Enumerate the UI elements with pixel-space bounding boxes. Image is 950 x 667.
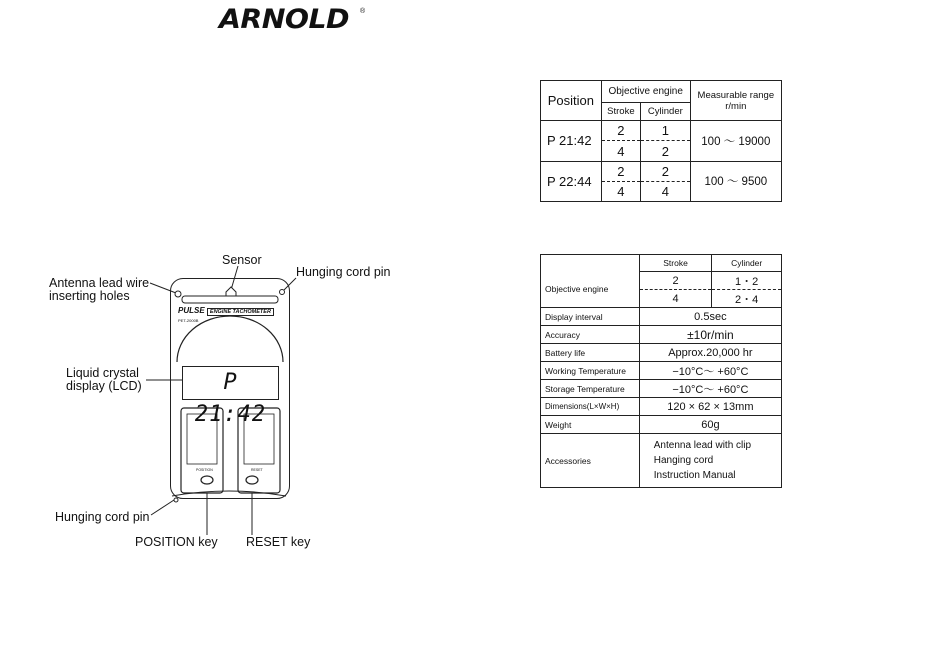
spec-stroke-cell: 2 [639,272,712,290]
spec-value: ±10r/min [639,326,781,344]
position-key-label: POSITION [196,468,213,472]
position-header: Position [541,81,602,121]
spec-label: Working Temperature [541,362,640,380]
spec-accessories-list [639,434,781,488]
stroke-header: Stroke [601,103,640,121]
stroke-cell: 4 [601,141,640,161]
spec-stroke-cell: 4 [639,290,712,308]
table-row [541,326,782,344]
table-row [541,121,782,141]
spec-value: 120 × 62 × 13mm [639,398,781,416]
table-row [541,434,782,488]
hanging-pin-bottom-label: Hunging cord pin [55,510,150,524]
spec-value: 0.5sec [639,308,781,326]
spec-label: Battery life [541,344,640,362]
spec-objective-label: Objective engine [541,272,640,308]
spec-value: 60g [639,416,781,434]
table-row [541,380,782,398]
spec-stroke-header: Stroke [639,255,712,272]
table-row [541,161,782,181]
accessory-item: Antenna lead with clip [653,440,752,451]
lcd-label: Liquid crystal display (LCD) [66,366,142,393]
table-row [541,398,782,416]
objective-header: Objective engine [601,81,690,103]
position-cell: P 22:44 [541,161,602,201]
range-header: Measurable range r/min [690,81,781,121]
spec-label: Dimensions(L×W×H) [541,398,640,416]
device-model: PET-2000B [178,318,199,323]
antenna-label: Antenna lead wire inserting holes [49,276,150,303]
lcd-display: P 21:42 [182,366,279,400]
arnold-logo: ARNOLD [219,4,350,35]
table-row [541,362,782,380]
registered-mark: ® [360,8,366,15]
spec-label: Display interval [541,308,640,326]
table-row [541,416,782,434]
stroke-cell: 2 [601,121,640,141]
device-brand: PULSE ENGINE TACHOMETER [178,306,282,318]
spec-label: Accuracy [541,326,640,344]
table-row [541,308,782,326]
cylinder-cell: 2 [641,161,691,181]
accessory-item: Hanging cord [653,455,714,466]
cylinder-header: Cylinder [641,103,691,121]
spec-label: Weight [541,416,640,434]
cylinder-cell: 2 [641,141,691,161]
spec-value: Approx.20,000 hr [639,344,781,362]
position-cell: P 21:42 [541,121,602,161]
spec-value: −10°C～ +60°C [639,380,781,398]
spec-value: −10°C～ +60°C [639,362,781,380]
cylinder-cell: 1 [641,121,691,141]
position-key-callout: POSITION key [135,535,218,549]
cylinder-cell: 4 [641,181,691,201]
accessory-item: Instruction Manual [653,470,736,481]
position-table [540,80,782,202]
stroke-cell: 2 [601,161,640,181]
range-cell: 100 ～ 19000 [690,121,781,161]
sensor-label: Sensor [222,253,262,267]
range-cell: 100 ～ 9500 [690,161,781,201]
spec-label: Storage Temperature [541,380,640,398]
spec-cylinder-header: Cylinder [712,255,782,272]
reset-key-label: RESET [251,468,263,472]
spec-cylinder-cell: 2・4 [712,290,782,308]
spec-accessories-label: Accessories [541,434,640,488]
hanging-pin-top-label: Hunging cord pin [296,265,391,279]
reset-key-callout: RESET key [246,535,311,549]
spec-table [540,254,782,488]
stroke-cell: 4 [601,181,640,201]
table-row [541,344,782,362]
spec-cylinder-cell: 1・2 [712,272,782,290]
